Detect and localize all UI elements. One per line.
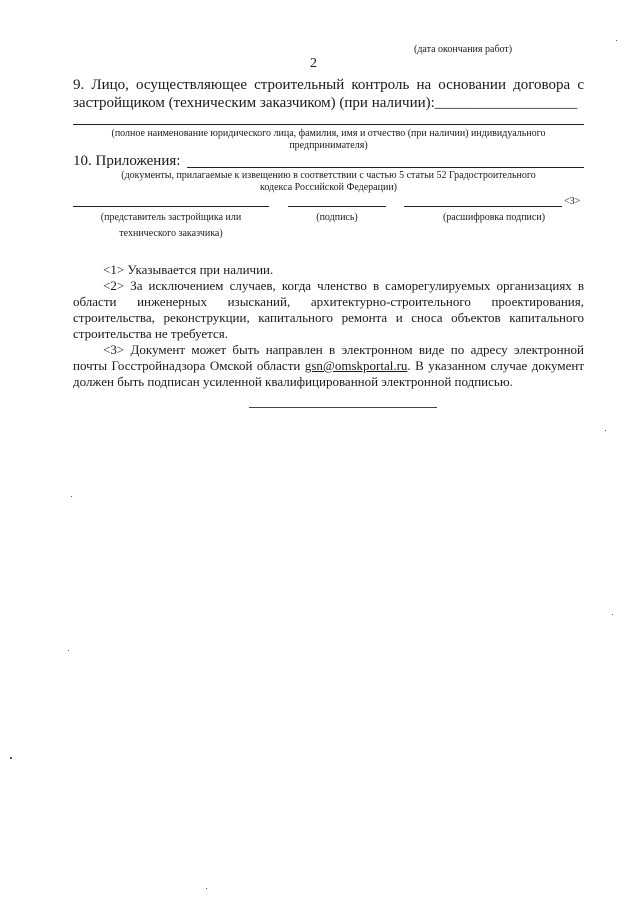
item9-input-line bbox=[73, 124, 584, 125]
note-3 bbox=[73, 342, 584, 390]
representative-caption-line1: (представитель застройщика или bbox=[100, 212, 242, 223]
item9-text-line1: 9. Лицо, осуществляющее строительный контроль на основании договора с bbox=[73, 77, 584, 93]
note-2: <2> За исключением случаев, когда членство в саморегулируемых организациях в области инженерных изысканий, архитектурно-строительного проектирования, строительства, реконструкции, капитального ремонта и сноса объектов капитального строительства не требуется. bbox=[73, 278, 584, 341]
scan-speck bbox=[71, 496, 72, 497]
signature-line bbox=[288, 206, 386, 207]
item9-text-line2-label: застройщиком (техническим заказчиком) (при наличии): bbox=[73, 95, 435, 111]
item9-text-line2 bbox=[73, 94, 577, 112]
note-1: <1> Указывается при наличии. bbox=[103, 262, 274, 277]
scan-speck bbox=[206, 888, 207, 889]
footnote-ref-3: <3> bbox=[564, 196, 581, 207]
decode-signature-line bbox=[404, 206, 562, 207]
item9-fill-line: ___________________ bbox=[434, 95, 578, 111]
scan-speck bbox=[616, 40, 617, 41]
decode-signature-caption: (расшифровка подписи) bbox=[442, 212, 546, 223]
end-separator-line bbox=[249, 407, 437, 408]
item9-caption-line1: (полное наименование юридического лица, фамилия, имя и отчество (при наличии) индивидуального bbox=[111, 128, 546, 139]
scan-speck bbox=[10, 757, 12, 759]
item10-caption-line2: кодекса Российской Федерации) bbox=[259, 182, 398, 193]
page-number: 2 bbox=[310, 56, 317, 71]
end-date-caption: (дата окончания работ) bbox=[414, 44, 513, 55]
scan-speck bbox=[68, 650, 69, 651]
representative-line bbox=[73, 206, 269, 207]
item10-input-line bbox=[187, 167, 584, 168]
scan-speck bbox=[612, 614, 613, 615]
note-3-text-after: . В указанном случае документ должен быть подписан усиленной квалифицированной электронной подписью. bbox=[73, 358, 584, 389]
note-3-text-before: <3> Документ может быть направлен в электронном виде по адресу электронной почты Госстройнадзора Омской области bbox=[73, 342, 584, 373]
scan-speck bbox=[605, 430, 606, 431]
item10-label: 10. Приложения: bbox=[73, 153, 181, 169]
item9-caption-line2: предпринимателя) bbox=[289, 140, 368, 151]
signature-caption: (подпись) bbox=[316, 212, 358, 223]
email-link[interactable]: gsn@omskportal.ru bbox=[304, 358, 408, 373]
item10-caption-line1: (документы, прилагаемые к извещению в соответствии с частью 5 статьи 52 Градостроительного bbox=[121, 170, 536, 181]
representative-caption-line2: технического заказчика) bbox=[119, 228, 223, 239]
